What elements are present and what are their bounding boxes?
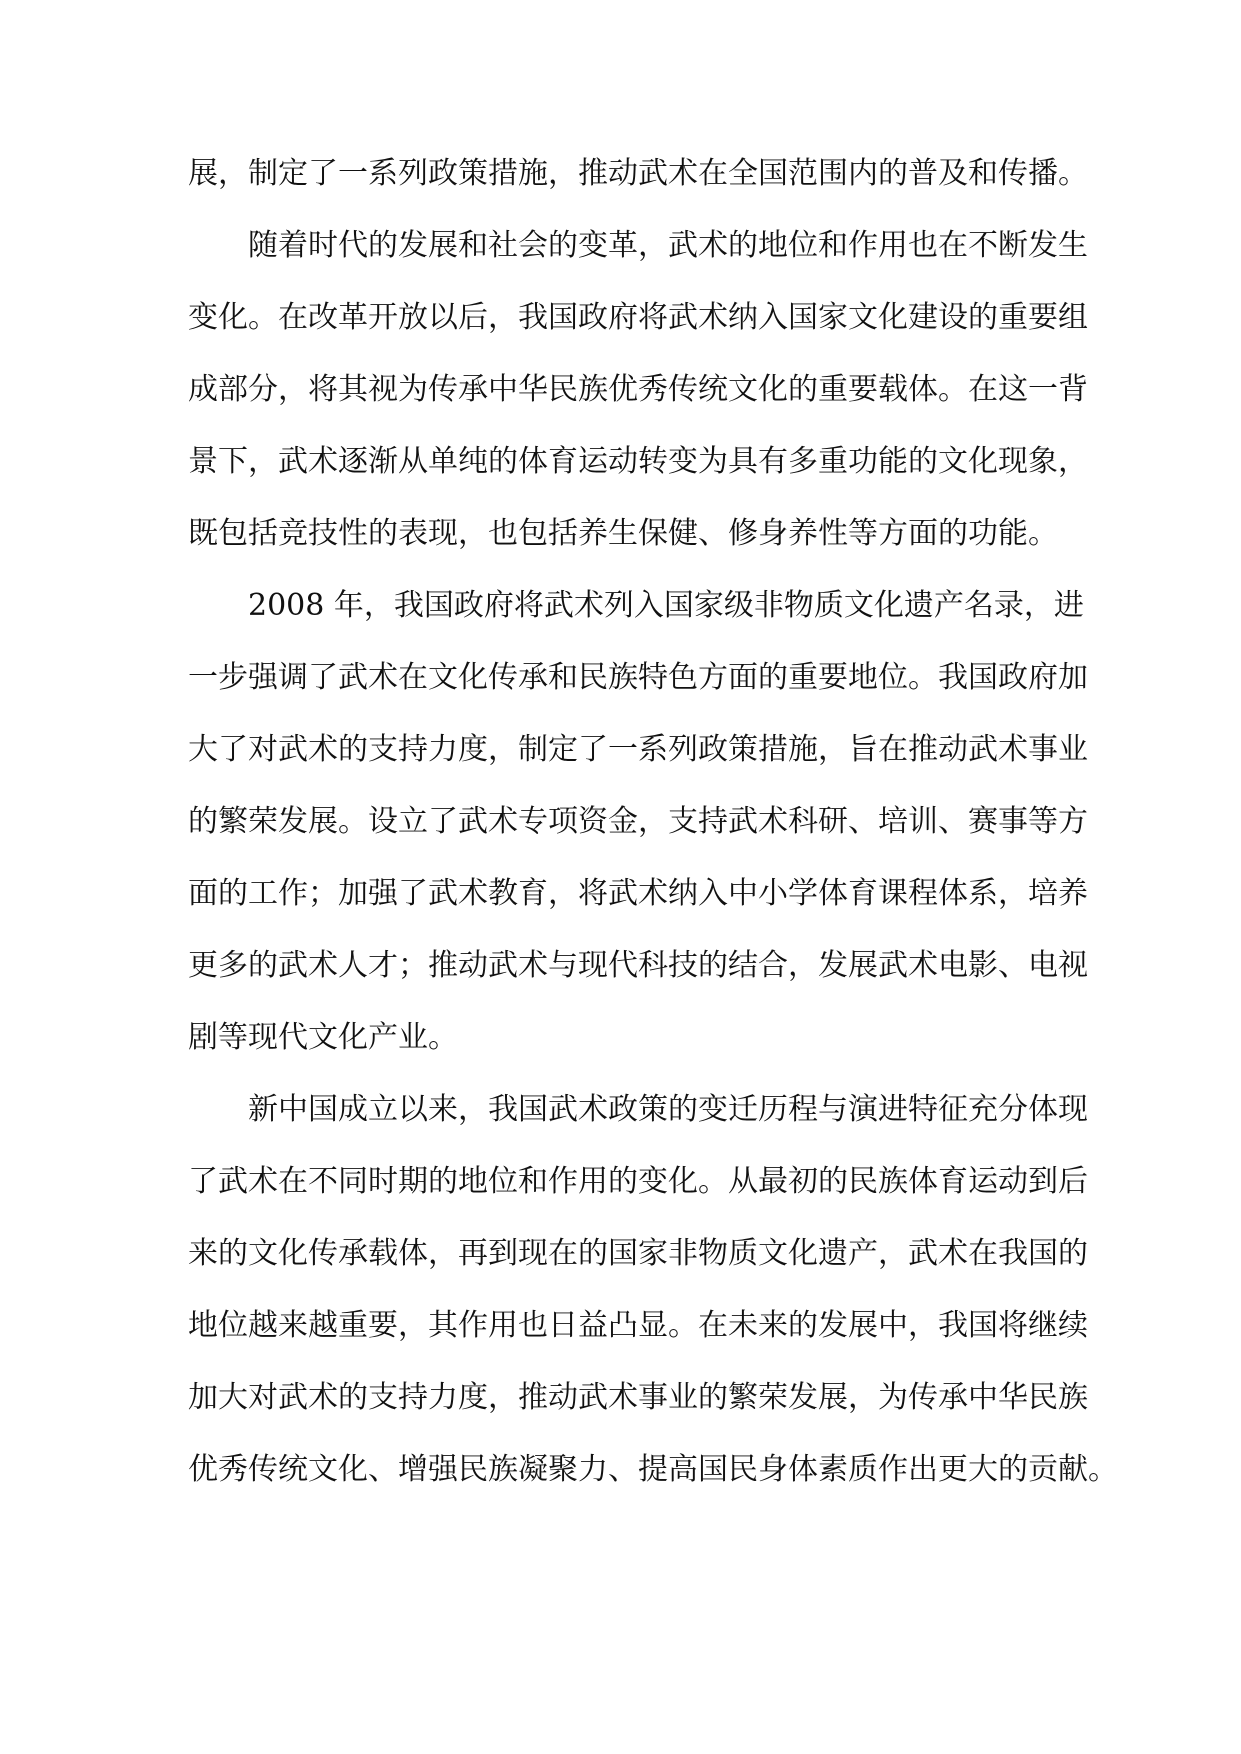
paragraph-first-line: 新中国成立以来，我国武术政策的变迁历程与演进特征充分体现 [248, 1092, 1088, 1127]
text-line: 优秀传统文化、增强民族凝聚力、提高国民身体素质作出更大的贡献。 [188, 1452, 1118, 1487]
text-line: 既包括竞技性的表现，也包括养生保健、修身养性等方面的功能。 [188, 516, 1058, 551]
text-line: 更多的武术人才；推动武术与现代科技的结合，发展武术电影、电视 [188, 948, 1088, 983]
text-line: 成部分，将其视为传承中华民族优秀传统文化的重要载体。在这一背 [188, 372, 1088, 407]
text-line: 来的文化传承载体，再到现在的国家非物质文化遗产，武术在我国的 [188, 1236, 1088, 1271]
paragraph-first-line: 随着时代的发展和社会的变革，武术的地位和作用也在不断发生 [248, 228, 1088, 263]
text-line: 加大对武术的支持力度，推动武术事业的繁荣发展，为传承中华民族 [188, 1380, 1088, 1415]
text-line: 变化。在改革开放以后，我国政府将武术纳入国家文化建设的重要组 [188, 300, 1088, 335]
text-line: 的繁荣发展。设立了武术专项资金，支持武术科研、培训、赛事等方 [188, 804, 1088, 839]
document-body [188, 142, 1118, 1510]
text-line: 景下，武术逐渐从单纯的体育运动转变为具有多重功能的文化现象， [188, 444, 1088, 479]
text-line: 展，制定了一系列政策措施，推动武术在全国范围内的普及和传播。 [188, 156, 1088, 191]
text-line: 地位越来越重要，其作用也日益凸显。在未来的发展中，我国将继续 [188, 1308, 1088, 1343]
text-line: 大了对武术的支持力度，制定了一系列政策措施，旨在推动武术事业 [188, 732, 1088, 767]
paragraph-first-line: 2008 年，我国政府将武术列入国家级非物质文化遗产名录，进 [248, 588, 1084, 623]
text-line: 剧等现代文化产业。 [188, 1020, 458, 1055]
text-line: 面的工作；加强了武术教育，将武术纳入中小学体育课程体系，培养 [188, 876, 1088, 911]
text-line: 了武术在不同时期的地位和作用的变化。从最初的民族体育运动到后 [188, 1164, 1088, 1199]
text-line: 一步强调了武术在文化传承和民族特色方面的重要地位。我国政府加 [188, 660, 1088, 695]
